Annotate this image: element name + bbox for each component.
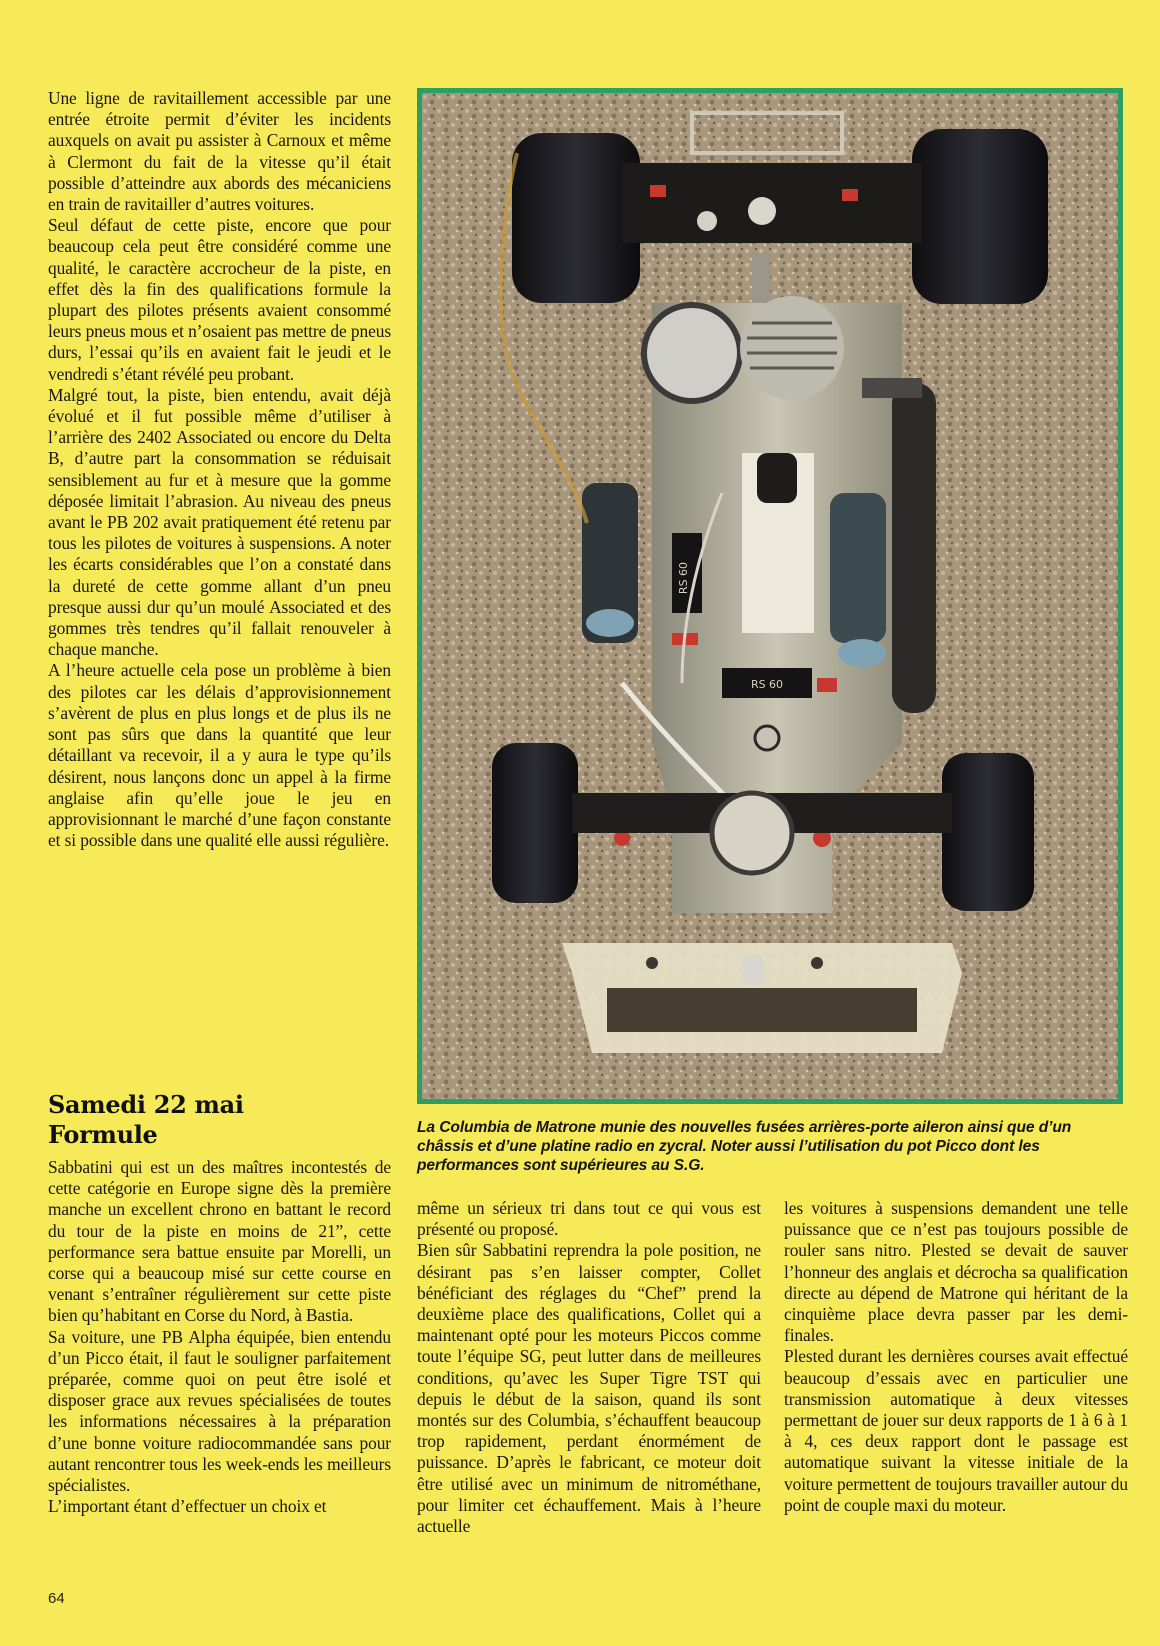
paragraph: Sabbatini qui est un des maîtres incontestés de cette catégorie en Europe signe dès la première manche un excellent chrono en battant le record du tour de la piste en moins de 21”, cette performance sera battue ensuite par Morelli, un corse qui a beaucoup misé sur cette course en venant s’entraîner régulièrement sur cette piste bien qu’habitant en Corse du Nord, à Bastia.: [48, 1157, 391, 1326]
paragraph: Seul défaut de cette piste, encore que pour beaucoup cela peut être considéré comme une qualité, le caractère accrocheur de la piste, en effet dès la fin des qualifications formule la plupart des pilotes présents avaient consommé leurs pneus mous et n’osaient pas mettre de pneus durs, l’essai qu’ils en avaient fait le jeudi et le vendredi s’étant révélé peu probant.: [48, 215, 391, 384]
front-left-tire: [492, 743, 578, 903]
paragraph: L’important étant d’effectuer un choix et: [48, 1496, 327, 1517]
column-left-top: [48, 88, 391, 851]
section-heading: [48, 1090, 391, 1150]
air-filter: [644, 305, 740, 401]
photo-caption: La Columbia de Matrone munie des nouvelles fusées arrières-porte aileron ainsi que d’un châssis et d’une platine radio en zycral. Noter aussi l’utilisation du pot Picco dont les performances sont supérieures au S.G.: [417, 1119, 1072, 1175]
chassis-photo: [417, 88, 1123, 1104]
paragraph: Bien sûr Sabbatini reprendra la pole position, ne désirant pas s’en laisser compter, Collet bénéficiant des réglages du “Chef” prend la deuxième place des qualifications, Collet qui a maintenant opté pour les moteurs Piccos comme toute l’équipe SG, peut lutter dans de meilleures conditions, qu’avec les Super Tigre TST qui depuis le début de la saison, quand ils sont montés sur des Columbia, s’échauffent beaucoup trop rapidement, perdant énormément de puissance. D’après le fabricant, ce moteur doit être utilisé avec un minimum de nitrométhane, pour limiter cet échauffement. Mais à l’heure actuelle: [417, 1240, 761, 1537]
rc-car-chassis-illustration: [422, 93, 1118, 1099]
column-left-bottom: [48, 1157, 391, 1517]
paragraph: Plested durant les dernières courses avait effectué beaucoup d’essais avec en particulier une transmission automatique à deux vitesses permettant de jouer sur deux rapports de 1 à 6 à 1 à 4, ces deux rapport dont le passage est automatique suivant la vitesse initiale de la voiture permettent de toujours travailler autour du point de couple maxi du moteur.: [784, 1346, 1128, 1515]
paragraph: Une ligne de ravitaillement accessible par une entrée étroite permit d’éviter les incidents auxquels on avait pu assister à Carnoux et même à Clermont du fait de la vitesse qu’il était possible d’atteindre aux abords des mécaniciens en train de ravitailler d’autres voitures.: [48, 88, 391, 215]
paragraph: les voitures à suspensions demandent une telle puissance que ce n’est pas toujours possible de rouler sans nitro. Plested se devait de sauver l’honneur des anglais et décrocha sa qualification directe au dépend de Matrone qui héritant de la cinquième place devra passer par les demi-finales.: [784, 1198, 1128, 1346]
front-right-tire: [942, 753, 1034, 911]
paragraph: même un sérieux tri dans tout ce qui vous est présenté ou proposé.: [417, 1198, 761, 1240]
rear-left-tire: [512, 133, 640, 303]
paragraph: Sa voiture, une PB Alpha équipée, bien entendu d’un Picco était, il faut le souligner parfaitement préparée, comme quoi on peut être isolé et disposer grace aux revues spécialisées de toutes les informations nécessaires à la préparation d’une bonne voiture radiocommandée sans pour autant rencontrer tous les week-ends les meilleurs spécialistes.: [48, 1326, 391, 1496]
column-middle: [417, 1198, 761, 1537]
heading-line-1: Samedi 22 mai: [48, 1090, 244, 1119]
engine-head: [740, 296, 844, 400]
page-number: 64: [48, 1590, 65, 1607]
paragraph: Malgré tout, la piste, bien entendu, avait déjà évolué et il fut possible même d’utiliser à l’arrière des 2402 Associated ou encore du Delta B, d’autre part la consommation se réduisait sensiblement au fur et à mesure que la gomme déposée limitait l’abrasion. Au niveau des pneus avant le PB 202 avait pratiquement été retenu par tous les pilotes de voitures à suspensions. A noter les écarts considérables que l’on a constaté dans la dureté de cette gomme allant d’un pneu presque aussi dur qu’un moulé Associated et des gommes très tendres qu’il fallait renouveler à chaque manche.: [48, 384, 391, 660]
battery-pack-right: [830, 493, 886, 643]
paragraph: A l’heure actuelle cela pose un problème à bien des pilotes car les délais d’approvisionnement s’avèrent de plus en plus longs et de plus ils ne sont pas sûrs que dans la quantité que leur détaillant va recevoir, il a y aura le type qu’ils désirent, nous lançons donc un appel à la firme anglaise afin qu’elle joue le jeu en approvisionnant le marché d’une façon constante et si possible dans une qualité elle aussi régulière.: [48, 660, 391, 851]
exhaust-pipe: [892, 383, 936, 713]
servo-1-label: RS 60: [677, 561, 690, 595]
heading-line-2: Formule: [48, 1120, 158, 1149]
servo-2-label: RS 60: [750, 678, 784, 691]
column-right: [784, 1198, 1128, 1516]
rear-right-tire: [912, 129, 1048, 304]
